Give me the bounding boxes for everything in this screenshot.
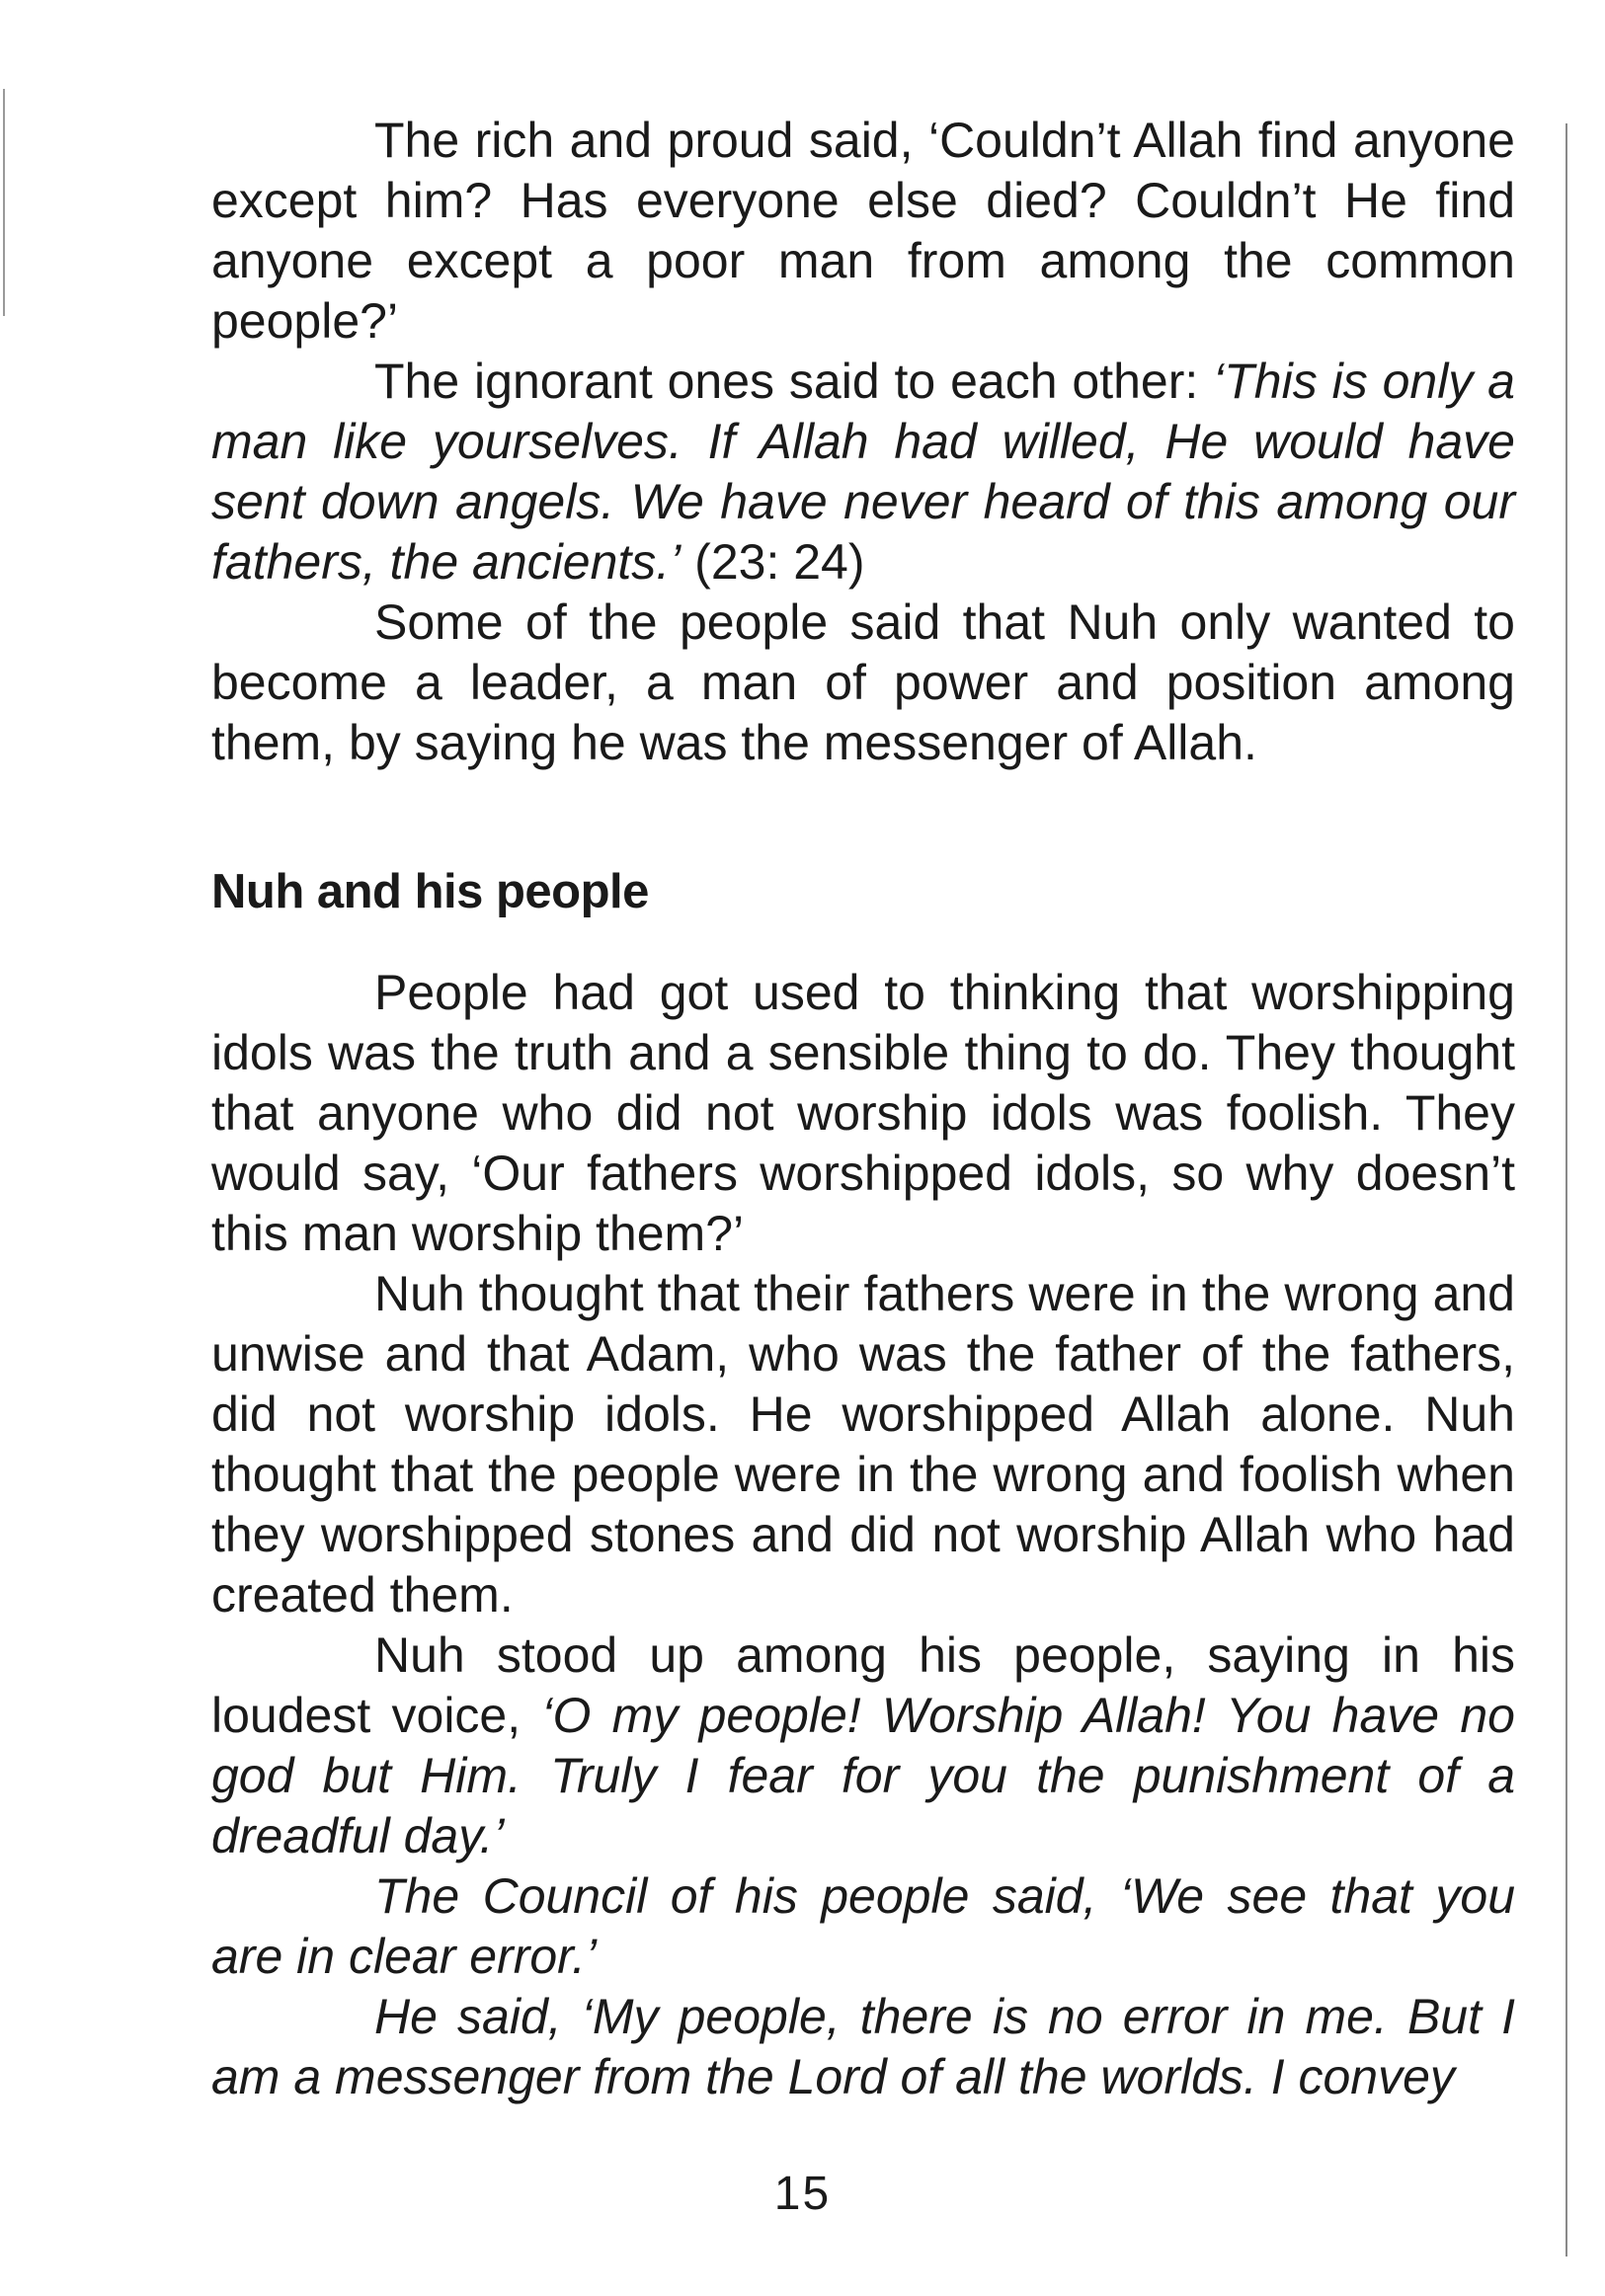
page-number: 15 <box>773 2168 832 2220</box>
italic-quote-segment: He said, ‘My people, there is no error in me. But I am a messenger from the Lord of all the worlds. I convey <box>211 1989 1515 2104</box>
italic-quote-segment: The Council of his people said, ‘We see that you are in clear error.’ <box>211 1868 1515 1984</box>
scan-edge-line-right <box>1565 123 1567 2256</box>
text-segment: Some of the people said that Nuh only wanted to become a leader, a man of power and position among them, by saying he was the messenger of Allah. <box>211 594 1515 770</box>
text-segment: Nuh stood up among his people, saying in his loudest voice, <box>211 1627 1515 1743</box>
paragraph <box>211 963 1515 1264</box>
text-segment: Nuh thought that their fathers were in the wrong and unwise and that Adam, who was the father of the fathers, did not worship idols. He worshipped Allah alone. Nuh thought that the people were in the wrong and foolish when they worshipped stones and did not worship Allah who had created them. <box>211 1266 1515 1623</box>
paragraph <box>211 352 1515 593</box>
text-segment: The ignorant ones said to each other: <box>374 354 1214 409</box>
paragraph <box>211 593 1515 773</box>
scan-edge-line-left <box>3 89 5 316</box>
paragraph <box>211 1264 1515 1625</box>
paragraph <box>211 1987 1515 2107</box>
page-body <box>211 111 1515 2107</box>
section-heading: Nuh and his people <box>211 865 649 918</box>
section-paragraphs <box>211 963 1515 2107</box>
paragraph <box>211 1866 1515 1987</box>
italic-quote-segment: ‘O my people! Worship Allah! You have no god but Him. Truly I fear for you the punishment of a dreadful day.’ <box>211 1688 1515 1863</box>
paragraph <box>211 111 1515 352</box>
text-segment: (23: 24) <box>681 534 865 590</box>
text-segment: People had got used to thinking that worshipping idols was the truth and a sensible thing to do. They thought that anyone who did not worship idols was foolish. They would say, ‘Our fathers worshipped idols, so why doesn’t this man worship them?’ <box>211 965 1515 1261</box>
paragraph <box>211 1625 1515 1866</box>
text-segment: The rich and proud said, ‘Couldn’t Allah find anyone except him? Has everyone else died? Couldn’t He find anyone except a poor man from among the common people?’ <box>211 113 1515 349</box>
top-paragraphs <box>211 111 1515 773</box>
italic-quote-segment: ‘This is only a man like yourselves. If Allah had willed, He would have sent down angels. We have never heard of this among our fathers, the ancients.’ <box>211 354 1515 590</box>
